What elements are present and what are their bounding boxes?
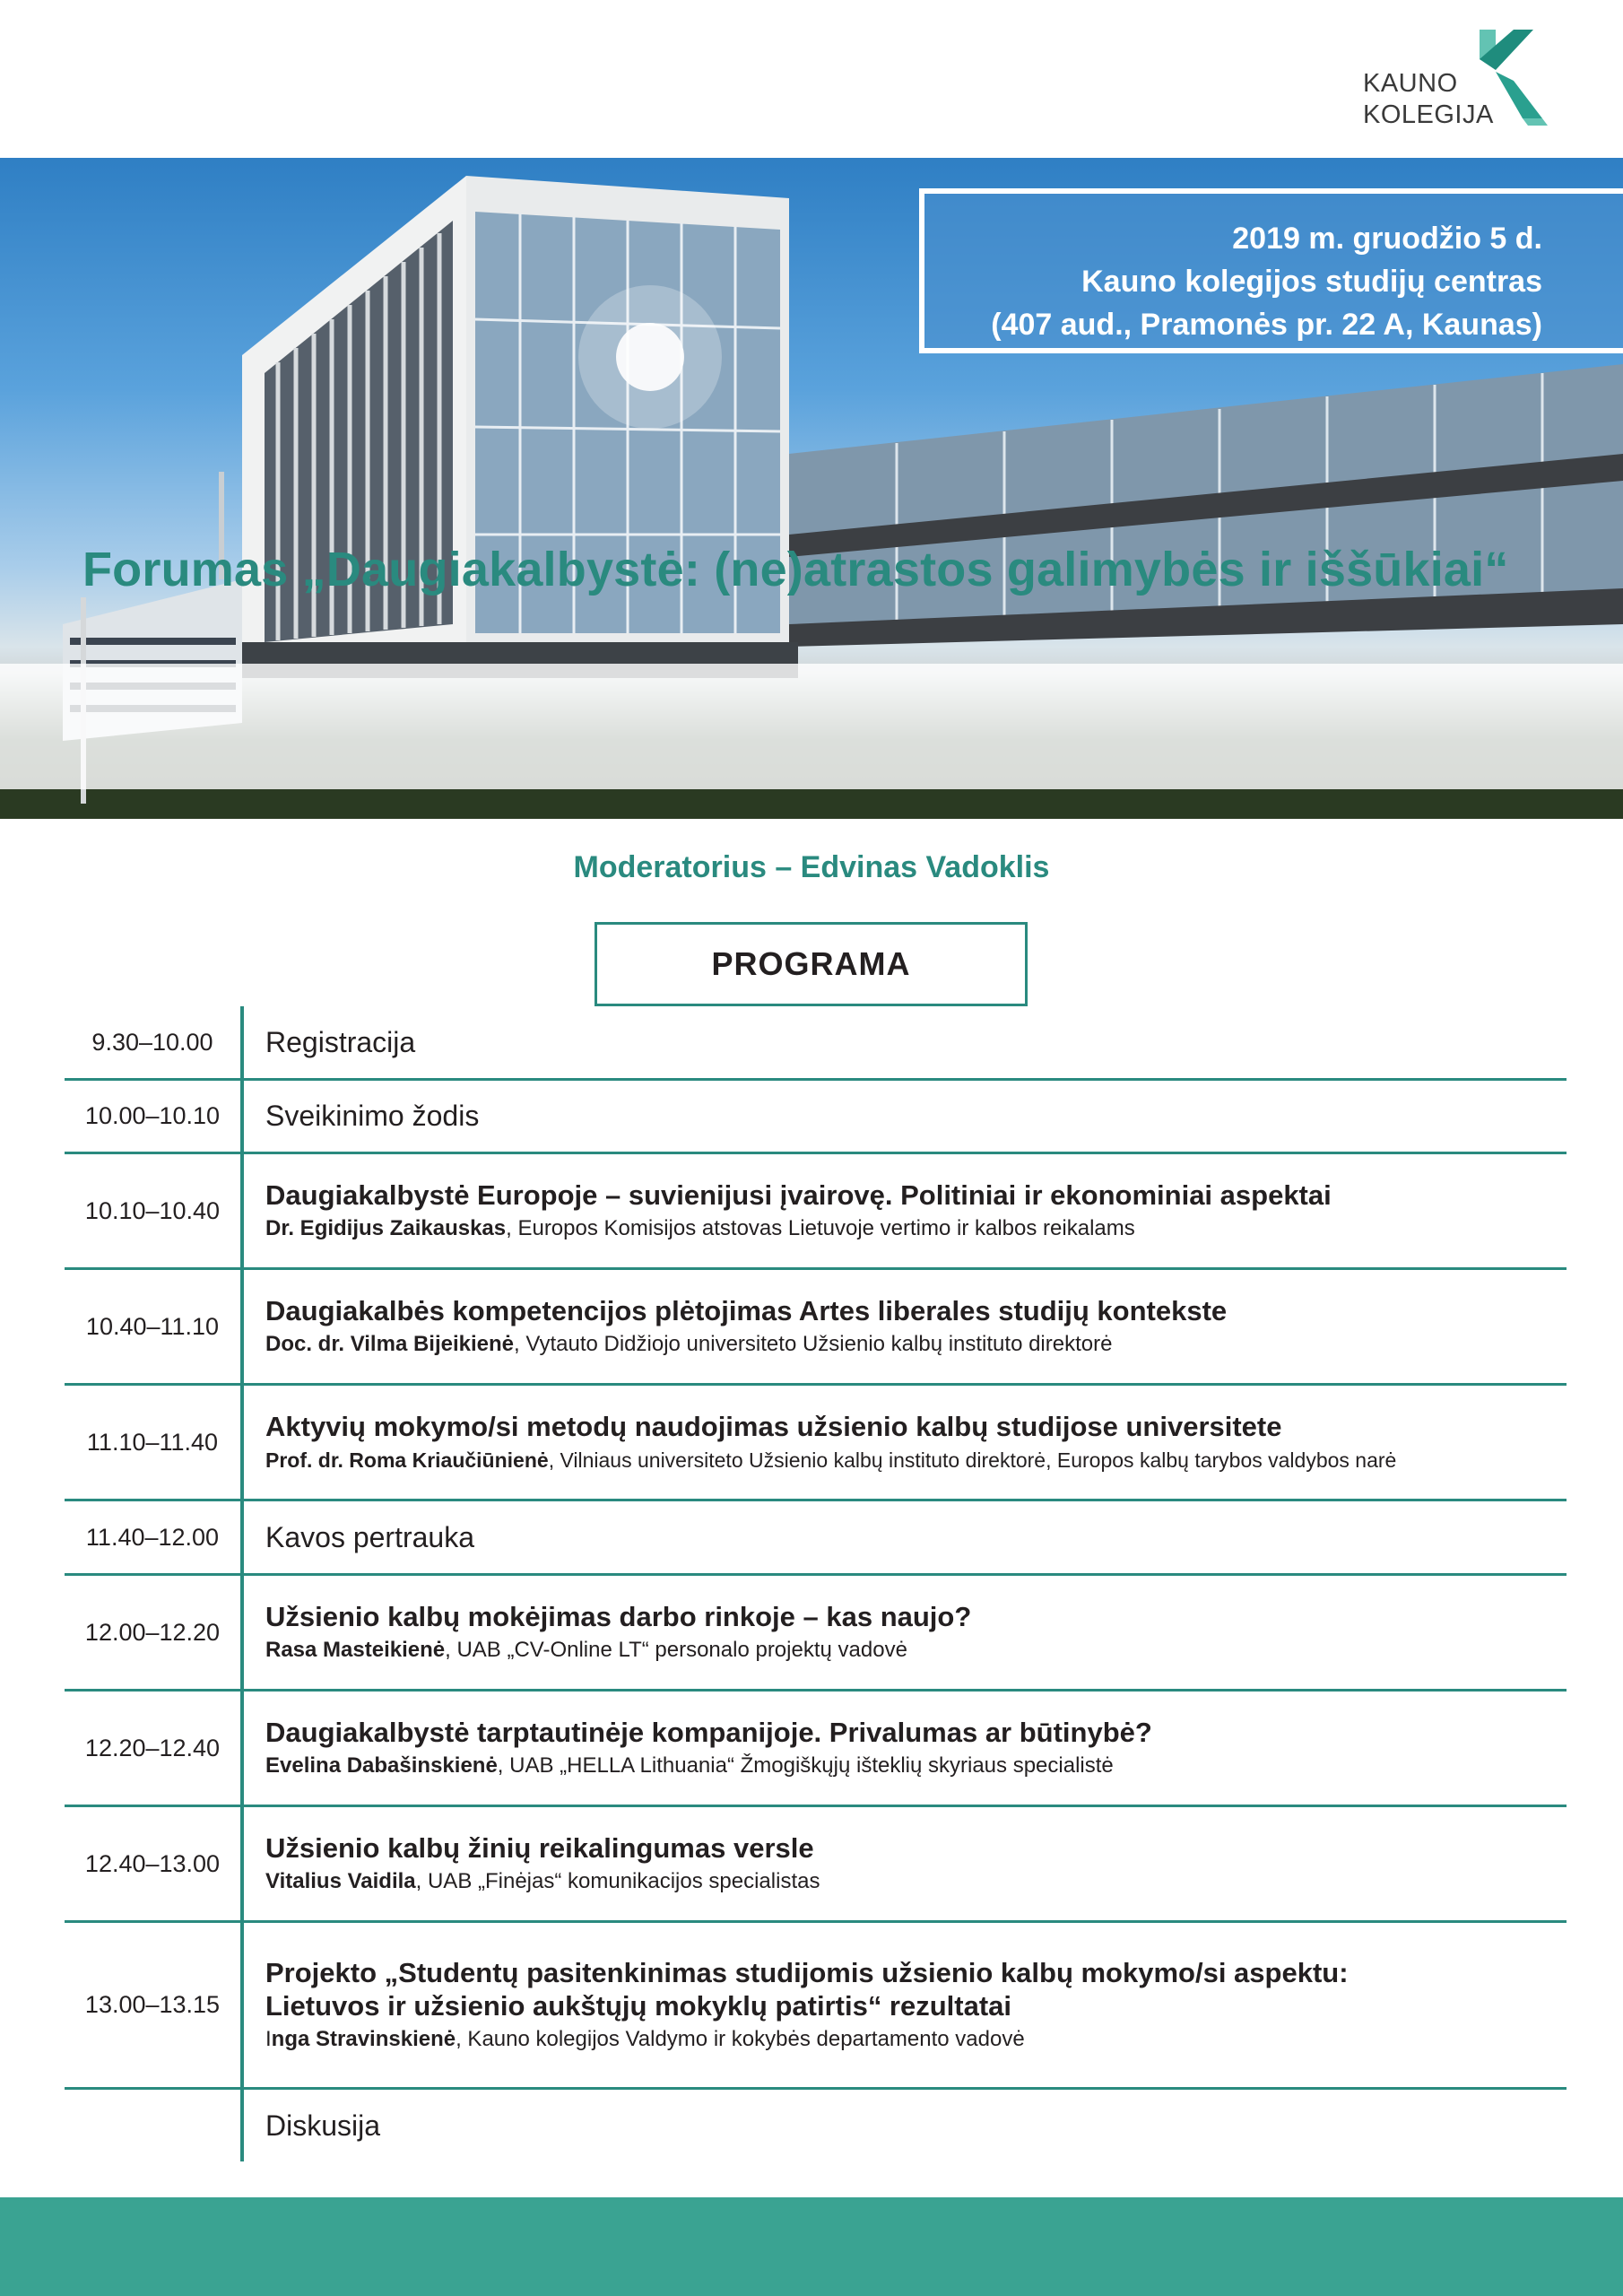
title-band <box>0 664 1623 789</box>
programme-row <box>65 1081 1567 1154</box>
row-time <box>65 2090 240 2162</box>
row-title: Sveikinimo žodis <box>265 1100 480 1132</box>
row-time: 11.40–12.00 <box>85 1523 220 1551</box>
row-title: Registracija <box>265 1025 416 1058</box>
speaker-name: Prof. dr. Roma Kriaučiūnienė <box>265 1448 549 1472</box>
event-date: 2019 m. gruodžio 5 d. <box>1232 222 1542 256</box>
row-title: Daugiakalbystė tarptautinėje kompanijoje. Privalumas ar būtinybė? <box>265 1716 1152 1748</box>
k-logo-icon <box>1471 25 1560 133</box>
speaker-name: Dr. Egidijus Zaikauskas <box>265 1215 507 1240</box>
programme-row <box>65 2090 1567 2162</box>
row-time: 12.20–12.40 <box>84 1734 221 1761</box>
moderator: Moderatorius – Edvinas Vadoklis <box>573 850 1050 884</box>
row-time: 10.40–11.10 <box>85 1312 220 1340</box>
programme-row <box>65 1923 1567 2090</box>
row-time: 13.00–13.15 <box>84 1991 221 2018</box>
speaker-name: Evelina Dabašinskienė <box>265 1752 498 1778</box>
speaker-name: nga Stravinskienė <box>271 2026 456 2051</box>
programme-row <box>65 1692 1567 1807</box>
row-title: Aktyvių mokymo/si metodų naudojimas užsienio kalbų studijose universitete <box>265 1410 1282 1442</box>
row-speaker <box>265 1213 1567 1244</box>
speaker-role: , Europos Komisijos atstovas Lietuvoje vertimo ir kalbos reikalams <box>506 1215 1135 1240</box>
row-time: 12.00–12.20 <box>84 1618 221 1646</box>
row-title: Projekto „Studentų pasitenkinimas studijomis užsienio kalbų mokymo/si aspektu: <box>265 1956 1349 1988</box>
programme-row <box>65 1501 1567 1576</box>
row-time: 12.40–13.00 <box>84 1849 221 1877</box>
speaker-initial: I <box>265 2026 272 2051</box>
event-venue: Kauno kolegijos studijų centras <box>1081 265 1542 299</box>
programme-row <box>65 1386 1567 1501</box>
speaker-role: , Vilniaus universiteto Užsienio kalbų instituto direktorė, Europos kalbų tarybos valdybos narė <box>548 1448 1397 1472</box>
row-title: Diskusija <box>265 2109 381 2142</box>
row-speaker <box>265 1445 1567 1475</box>
kauno-kolegija-logo <box>1358 25 1538 133</box>
programme-row <box>65 1154 1567 1270</box>
row-title: Užsienio kalbų mokėjimas darbo rinkoje – kas naujo? <box>265 1600 972 1632</box>
speaker-name: Doc. dr. Vilma Bijeikienė <box>265 1331 515 1356</box>
footer-bar <box>0 2197 1623 2296</box>
forum-title: Forumas „Daugiakalbystė: (ne)atrastos galimybės ir iššūkiai“ <box>82 543 1509 596</box>
logo-line-2: KOLEGIJA <box>1363 100 1494 129</box>
row-title: Kavos pertrauka <box>265 1520 475 1553</box>
row-speaker <box>265 2024 1567 2055</box>
programme-row <box>65 1270 1567 1386</box>
programme-row <box>65 1807 1567 1923</box>
row-speaker <box>265 1635 1567 1665</box>
programme-row <box>65 1006 1567 1081</box>
hero-banner <box>0 158 1623 819</box>
programme-row <box>65 1576 1567 1692</box>
row-time: 9.30–10.00 <box>91 1028 213 1056</box>
row-title-line-2: Lietuvos ir užsienio aukštųjų mokyklų patirtis“ rezultatai <box>265 1989 1012 2022</box>
row-speaker <box>265 1866 1567 1897</box>
speaker-name: Rasa Masteikienė <box>265 1637 446 1662</box>
speaker-role: , UAB „CV-Online LT“ personalo projektų vadovė <box>445 1637 907 1662</box>
row-speaker <box>265 1751 1567 1781</box>
speaker-role: , Kauno kolegijos Valdymo ir kokybės departamento vadovė <box>456 2026 1025 2051</box>
programme-table <box>65 1006 1567 2162</box>
programme-heading: PROGRAMA <box>595 922 1028 1006</box>
speaker-name: Vitalius Vaidila <box>265 1868 416 1893</box>
logo-line-1: KAUNO <box>1363 69 1458 98</box>
row-title: Daugiakalbystė Europoje – suvienijusi įvairovę. Politiniai ir ekonominiai aspektai <box>265 1178 1332 1211</box>
event-info-box <box>919 188 1623 353</box>
event-address: (407 aud., Pramonės pr. 22 A, Kaunas) <box>991 308 1542 342</box>
speaker-role: , UAB „Finėjas“ komunikacijos specialistas <box>415 1868 820 1893</box>
row-speaker <box>265 1329 1567 1360</box>
speaker-role: , Vytauto Didžiojo universiteto Užsienio kalbų instituto direktorė <box>514 1331 1113 1356</box>
row-title: Daugiakalbės kompetencijos plėtojimas Artes liberales studijų kontekste <box>265 1294 1228 1326</box>
row-time: 10.10–10.40 <box>84 1196 221 1224</box>
row-title: Užsienio kalbų žinių reikalingumas versle <box>265 1831 814 1864</box>
row-time: 11.10–11.40 <box>86 1428 219 1456</box>
row-time: 10.00–10.10 <box>84 1102 221 1129</box>
speaker-role: , UAB „HELLA Lithuania“ Žmogiškųjų išteklių skyriaus specialistė <box>497 1752 1114 1778</box>
